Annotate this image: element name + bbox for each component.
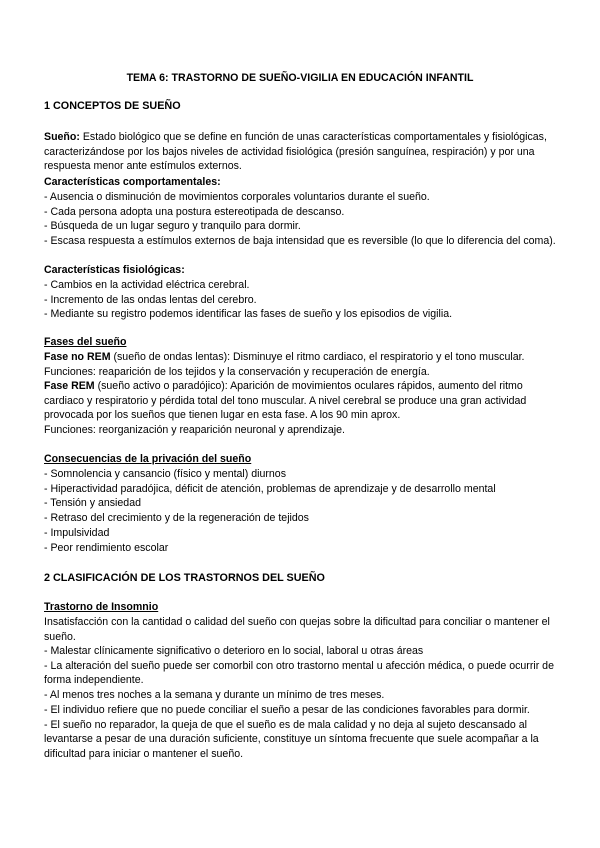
list-item: - Peor rendimiento escolar [44, 541, 169, 554]
fase-no-rem-term: Fase no REM [44, 351, 111, 363]
section-2-heading: 2 CLASIFICACIÓN DE LOS TRASTORNOS DEL SUEÑO [44, 572, 325, 584]
insomnio-intro: Insatisfacción con la cantidad o calidad del sueño con quejas sobre la dificultad para conciliar o mantener el sueño. [44, 616, 550, 643]
list-item: - Escasa respuesta a estímulos externos de baja intensidad que es reversible (lo que lo diferencia del coma). [44, 235, 556, 248]
fase-no-rem-funciones: Funciones: reaparición de los tejidos y la conservación y recuperación de energía. [44, 366, 430, 378]
comportamentales-list [44, 190, 556, 249]
comportamentales-heading: Características comportamentales: [44, 176, 221, 188]
fases-heading: Fases del sueño [44, 336, 127, 348]
list-item: - Somnolencia y cansancio (físico y mental) diurnos [44, 468, 286, 480]
list-item: - Cambios en la actividad eléctrica cerebral. [44, 279, 250, 291]
insomnio-heading: Trastorno de Insomnio [44, 601, 159, 613]
list-item: - Malestar clínicamente significativo o deterioro en lo social, laboral u otras áreas [44, 645, 424, 657]
fase-rem-text: (sueño activo o paradójico): Aparición de movimientos oculares rápidos, aumento del ritmo cardiaco y respiratorio y pérdida total del tono muscular. A nivel cerebral se produce una gran actividad provocada por los sueños que tienen lugar en esta fase. A los 90 min aprox. [44, 380, 527, 422]
fase-rem-term: Fase REM [44, 380, 95, 392]
consecuencias-heading: Consecuencias de la privación del sueño [44, 453, 252, 465]
section-1-heading: 1 CONCEPTOS DE SUEÑO [44, 100, 181, 112]
fase-rem [44, 379, 556, 423]
list-item: - Al menos tres noches a la semana y durante un mínimo de tres meses. [44, 689, 385, 702]
list-item: - Impulsividad [44, 526, 110, 539]
consecuencias-list [44, 467, 556, 555]
list-item: - Retraso del crecimiento y de la regeneración de tejidos [44, 512, 309, 525]
sueno-term: Sueño: [44, 131, 80, 143]
list-item: - Incremento de las ondas lentas del cerebro. [44, 293, 257, 306]
list-item: - Búsqueda de un lugar seguro y tranquilo para dormir. [44, 220, 301, 233]
list-item: - Mediante su registro podemos identificar las fases de sueño y los episodios de vigilia. [44, 308, 453, 321]
fisiologicas-list [44, 278, 556, 322]
sueno-definition [44, 130, 556, 174]
document-title: TEMA 6: TRASTORNO DE SUEÑO-VIGILIA EN EDUCACIÓN INFANTIL [126, 72, 474, 84]
fisiologicas-heading: Características fisiológicas: [44, 264, 185, 276]
list-item: - El individuo refiere que no puede conciliar el sueño a pesar de las condiciones favorables para dormir. [44, 703, 530, 716]
fase-no-rem [44, 350, 556, 365]
list-item: - Hiperactividad paradójica, déficit de atención, problemas de aprendizaje y de desarrollo mental [44, 482, 496, 495]
list-item: - Tensión y ansiedad [44, 497, 141, 510]
insomnio-list [44, 644, 556, 762]
list-item: - La alteración del sueño puede ser comorbil con otro trastorno mental u afección médica, o puede ocurrir de forma independiente. [44, 659, 554, 687]
list-item: - El sueño no reparador, la queja de que el sueño es de mala calidad y no deja al sujeto descansado al levantarse a pesar de una duración suficiente, constituye un síntoma frecuente que suele acompañar a la dificultad para iniciar o mantener el sueño. [44, 718, 539, 760]
fase-rem-funciones: Funciones: reorganización y reaparición neuronal y aprendizaje. [44, 424, 345, 436]
fase-no-rem-text: (sueño de ondas lentas): Disminuye el ritmo cardiaco, el respiratorio y el tono muscular. [110, 351, 525, 363]
list-item: - Ausencia o disminución de movimientos corporales voluntarios durante el sueño. [44, 191, 430, 203]
sueno-text: Estado biológico que se define en función de unas características comportamentales y fisiológicas, caracterizándose por los bajos niveles de actividad fisiológica (presión sanguínea, respiración) y por una respuesta menor ante estímulos externos. [44, 131, 547, 173]
list-item: - Cada persona adopta una postura estereotipada de descanso. [44, 205, 345, 218]
